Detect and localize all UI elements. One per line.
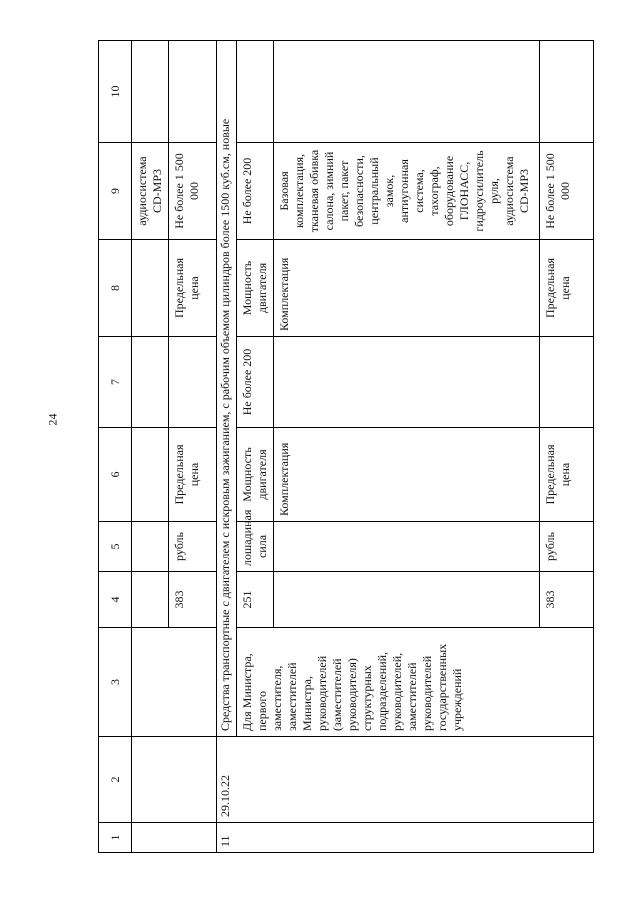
item-title-row — [217, 41, 237, 853]
table-cell — [169, 41, 217, 143]
table-rotation-frame — [98, 41, 593, 853]
page-number: 24 — [45, 413, 60, 426]
table-cell: аудиосистема CD-MP3 — [132, 143, 169, 240]
header-row — [99, 41, 132, 853]
table-cell: Не более 200 — [237, 337, 274, 428]
table-cell: Мощность двигателя — [237, 240, 274, 337]
table-cell — [540, 337, 594, 428]
item-title: Средства транспортные с двигателем с искровым зажиганием, с рабочим объемом цилиндров более 1500 куб.см, новые — [217, 41, 237, 737]
table-cell: Не более 1 500 000 — [169, 143, 217, 240]
table-cell — [132, 522, 169, 572]
header-cell: 9 — [99, 143, 132, 240]
table-cell — [237, 41, 274, 143]
table-row — [132, 41, 169, 853]
table-cell — [132, 428, 169, 522]
header-cell: 4 — [99, 572, 132, 628]
table-cell — [540, 41, 594, 143]
header-cell: 6 — [99, 428, 132, 522]
table-cell: 251 — [237, 572, 274, 628]
table-cell — [132, 41, 169, 143]
requirements-table — [98, 40, 594, 853]
table-cell: рубль — [540, 522, 594, 572]
table-cell: Мощность двигателя — [237, 428, 274, 522]
item-category: Для Министра, первого заместителя, заместителей Министра, руководителей (заместителей руководителя) структурных подразделений, руководителей, заместителей руководителей государственных учреждений — [237, 628, 594, 737]
header-cell: 7 — [99, 337, 132, 428]
header-cell: 8 — [99, 240, 132, 337]
header-cell: 5 — [99, 522, 132, 572]
table-cell: Комплектация — [274, 428, 540, 522]
table-cell — [132, 823, 217, 853]
table-cell — [132, 628, 217, 737]
table-cell: Не более 200 — [237, 143, 274, 240]
table-cell: Не более 1 500 000 — [540, 143, 594, 240]
header-cell: 3 — [99, 628, 132, 737]
table-cell — [132, 737, 217, 823]
table-cell — [169, 337, 217, 428]
table-row — [237, 41, 274, 853]
table-cell: Предельная цена — [169, 428, 217, 522]
table-cell — [274, 41, 540, 143]
table-cell: Комплектация — [274, 240, 540, 337]
table-cell: Предельная цена — [540, 428, 594, 522]
table-cell — [132, 240, 169, 337]
item-number: 11 — [217, 823, 594, 853]
header-cell: 2 — [99, 737, 132, 823]
table-cell: рубль — [169, 522, 217, 572]
item-code: 29.10.22 — [217, 737, 594, 823]
table-cell — [274, 337, 540, 428]
table-cell: Предельная цена — [169, 240, 217, 337]
table-cell — [274, 522, 540, 572]
table-cell — [132, 337, 169, 428]
table-cell — [274, 572, 540, 628]
table-cell — [132, 572, 169, 628]
rotated-table-area — [98, 41, 593, 853]
table-cell: Предельная цена — [540, 240, 594, 337]
table-cell: лошадиная сила — [237, 522, 274, 572]
table-cell: 383 — [540, 572, 594, 628]
header-cell: 10 — [99, 41, 132, 143]
table-cell: 383 — [169, 572, 217, 628]
table-cell: Базовая комплектация, тканевая обивка салона, зимний пакет, пакет безопасности, центральный замок, антиугонная система, тахограф, оборудование ГЛОНАСС, гидроусилитель руля, аудиосистема CD-MP3 — [274, 143, 540, 240]
header-cell: 1 — [99, 823, 132, 853]
